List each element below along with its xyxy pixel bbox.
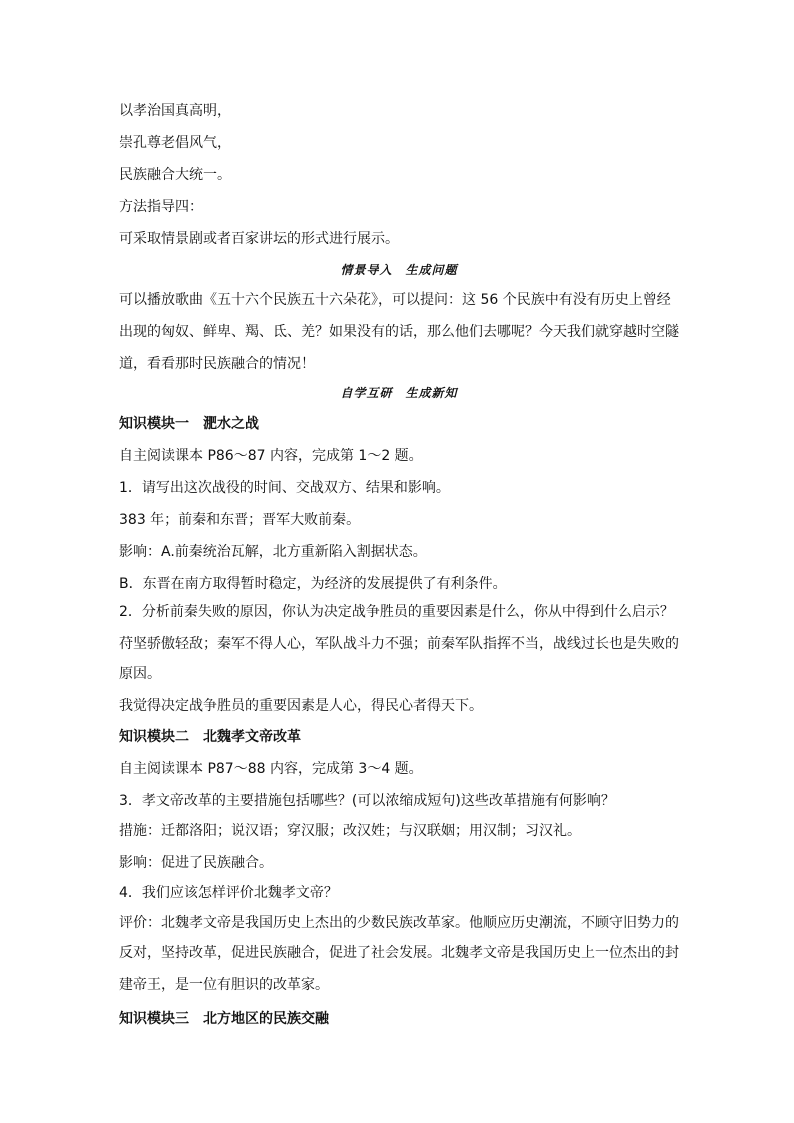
module-2-heading: 知识模块二 北魏孝文帝改革 [119, 729, 301, 745]
module-1-heading: 知识模块一 淝水之战 [119, 416, 259, 432]
question-3: 3．孝文帝改革的主要措施包括哪些？(可以浓缩成短句)这些改革措施有何影响？ [119, 793, 615, 809]
method-guide-title: 方法指导四： [119, 199, 203, 215]
module-2-instruction: 自主阅读课本 P87～88 内容，完成第 3～4 题。 [119, 761, 423, 777]
answer-4-line-3: 建帝王，是一位有胆识的改革家。 [119, 977, 329, 993]
poem-line-2: 崇孔尊老倡风气， [119, 135, 231, 151]
module-3-heading: 知识模块三 北方地区的民族交融 [119, 1011, 329, 1027]
intro-paragraph-line-1: 可以播放歌曲《五十六个民族五十六朵花》，可以提问：这 56 个民族中有没有历史上曾经 [119, 292, 671, 308]
module-1-instruction: 自主阅读课本 P86～87 内容，完成第 1～2 题。 [119, 448, 423, 464]
intro-paragraph-line-2: 出现的匈奴、鲜卑、羯、氐、羌？如果没有的话，那么他们去哪呢？今天我们就穿越时空隧 [119, 324, 679, 340]
answer-2-line-3: 我觉得决定战争胜员的重要因素是人心，得民心者得天下。 [119, 698, 483, 714]
method-guide-text: 可采取情景剧或者百家讲坛的形式进行展示。 [119, 231, 399, 247]
answer-1-impact-a: 影响：A.前秦统治瓦解，北方重新陷入割据状态。 [119, 544, 427, 560]
answer-2-line-2: 原因。 [119, 666, 161, 682]
answer-1-impact-b: B．东晋在南方取得暂时稳定，为经济的发展提供了有利条件。 [119, 576, 507, 592]
poem-line-3: 民族融合大统一。 [119, 167, 231, 183]
section-title-self-study: 自学互研 生成新知 [340, 386, 458, 400]
section-title-intro: 情景导入 生成问题 [340, 263, 458, 277]
answer-3-impact: 影响：促进了民族融合。 [119, 855, 273, 871]
answer-3-measures: 措施：迁都洛阳；说汉语；穿汉服；改汉姓；与汉联姻；用汉制；习汉礼。 [119, 823, 581, 839]
question-4: 4．我们应该怎样评价北魏孝文帝？ [119, 885, 338, 901]
question-2: 2．分析前秦失败的原因，你认为决定战争胜员的重要因素是什么，你从中得到什么启示？ [119, 604, 674, 620]
answer-1: 383 年；前秦和东晋；晋军大败前秦。 [119, 512, 361, 528]
question-1: 1．请写出这次战役的时间、交战双方、结果和影响。 [119, 480, 450, 496]
intro-paragraph-line-3: 道，看看那时民族融合的情况！ [119, 356, 315, 372]
answer-2-line-1: 苻坚骄傲轻敌；秦军不得人心，军队战斗力不强；前秦军队指挥不当，战线过长也是失败的 [119, 636, 679, 652]
answer-4-line-2: 反对，坚持改革，促进民族融合，促进了社会发展。北魏孝文帝是我国历史上一位杰出的封 [119, 945, 679, 961]
answer-4-line-1: 评价：北魏孝文帝是我国历史上杰出的少数民族改革家。他顺应历史潮流，不顾守旧势力的 [119, 915, 679, 931]
poem-line-1: 以孝治国真高明， [119, 103, 231, 119]
